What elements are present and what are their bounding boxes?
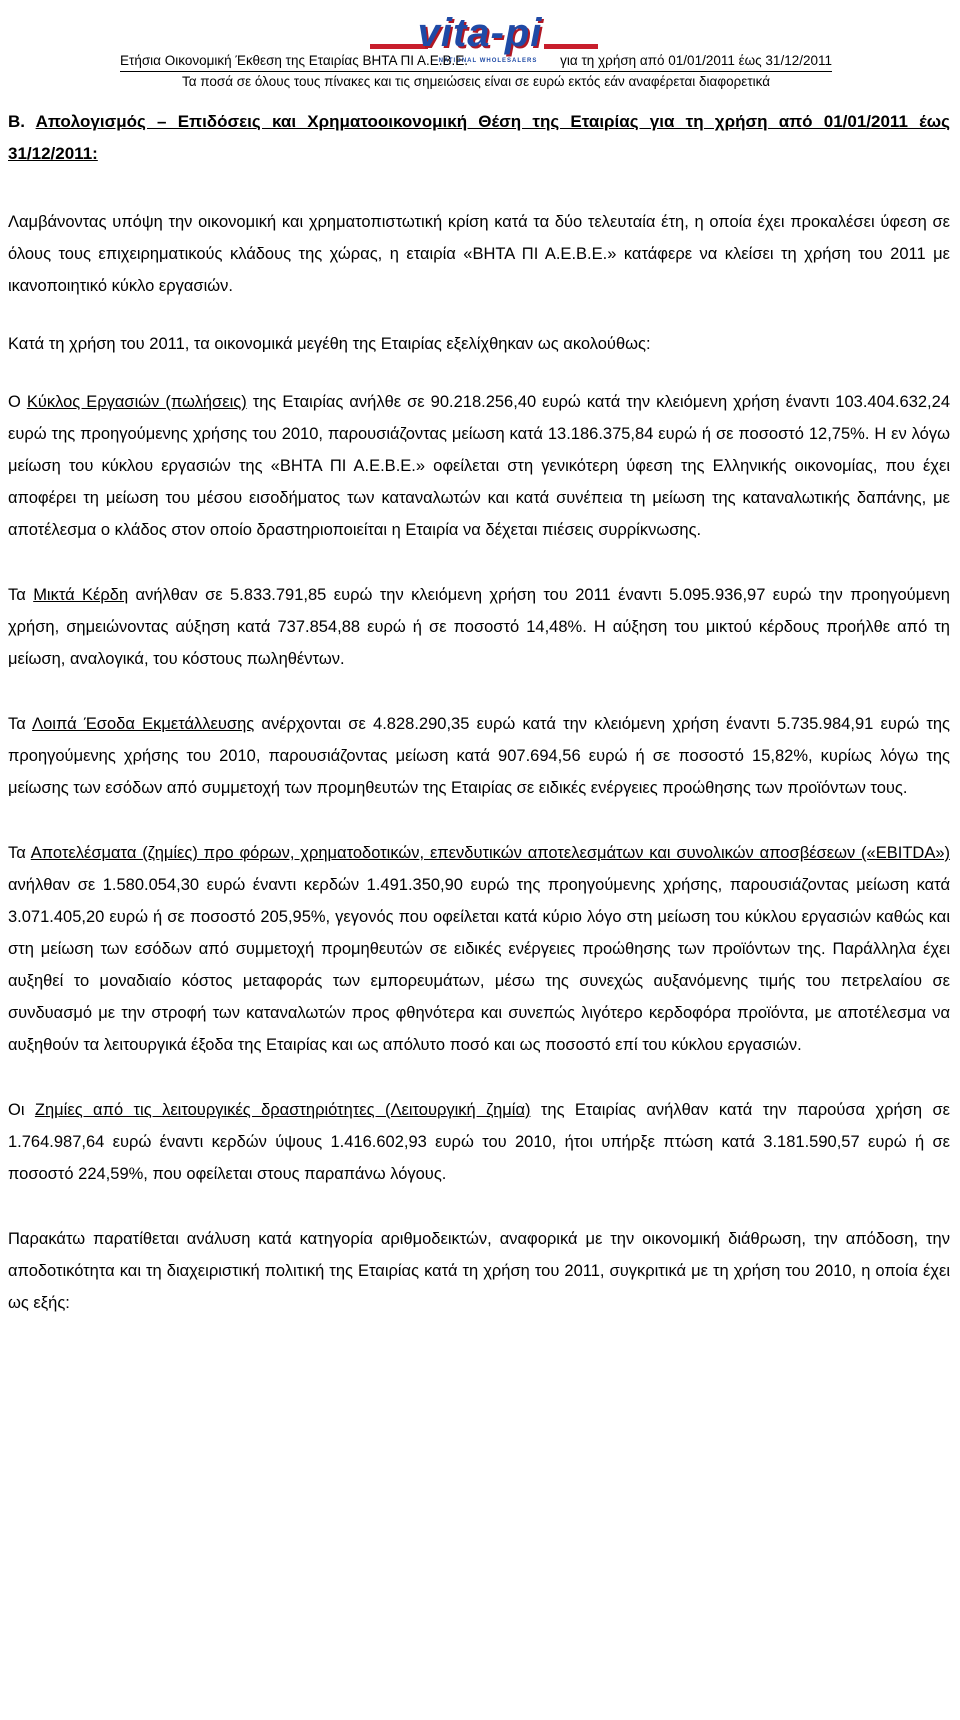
text-fragment: ανέρχονται σε 4.828.290,35 ευρώ κατά την κλειόμενη χρήση έναντι 5.735.984,91 ευρώ της προηγούμενης χρήσης του 2010, παρουσιάζοντας μείωση κατά 907.694,56 ευρώ ή σε ποσοστό 15,82%, κυρίως λόγω της μείωσης των εσόδων από συμμετοχή των προμηθευτών της Εταιρίας σε ειδικές ενέργειες προώθησης των προϊόντων τους. bbox=[8, 715, 951, 797]
paragraph-ratios-intro: Παρακάτω παρατίθεται ανάλυση κατά κατηγορία αριθμοδεικτών, αναφορικά με την οικονομική διάθρωση, την απόδοση, την αποδοτικότητα και τη διαχειριστική πολιτική της Εταιρίας κατά τη χρήση του 2011, συγκριτικά με τη χρήση του 2010, η οποία έχει ως εξής: bbox=[8, 1230, 950, 1312]
text-fragment: Ο bbox=[8, 393, 27, 411]
document-body bbox=[8, 106, 950, 1319]
text-fragment: Τα bbox=[8, 715, 33, 733]
paragraph-ebitda bbox=[8, 837, 950, 1061]
text-fragment: ανήλθαν σε 5.833.791,85 ευρώ την κλειόμενη χρήση του 2011 έναντι 5.095.936,97 ευρώ την προηγούμενη χρήση, σημειώνοντας αύξηση κατά 737.854,88 ευρώ ή σε ποσοστό 14,48%. Η αύξηση του μικτού κέρδους προήλθε από τη μείωση, αναλογικά, του κόστους πωληθέντων. bbox=[8, 586, 950, 668]
report-period: για τη χρήση από 01/01/2011 έως 31/12/2011 bbox=[560, 53, 832, 68]
term-gross-profit: Μικτά Κέρδη bbox=[33, 586, 129, 604]
section-label: Β. bbox=[8, 112, 25, 131]
page-header bbox=[0, 0, 960, 96]
term-other-income: Λοιπά Έσοδα Εκμετάλλευσης bbox=[32, 715, 255, 733]
section-title: Απολογισμός – Επιδόσεις και Χρηματοοικονομική Θέση της Εταιρίας για τη χρήση από 01/01/2011 έως 31/12/2011: bbox=[8, 112, 950, 163]
paragraph-gross-profit bbox=[8, 579, 950, 675]
term-operating-loss: Ζημίες από τις λειτουργικές δραστηριότητες (Λειτουργική ζημία) bbox=[34, 1101, 531, 1119]
text-fragment: της Εταιρίας ανήλθαν κατά την παρούσα χρήση σε 1.764.987,64 ευρώ έναντι κερδών ύψους 1.416.602,93 ευρώ του 2010, ήτοι υπήρξε πτώση κατά 3.181.590,57 ευρώ ή σε ποσοστό 224,59%, που οφείλεται στους παραπάνω λόγους. bbox=[8, 1101, 950, 1183]
text-fragment: Τα bbox=[8, 586, 34, 604]
paragraph-turnover bbox=[8, 386, 950, 546]
logo-subtext: NATIONAL WHOLESALERS bbox=[438, 58, 538, 64]
header-divider bbox=[120, 71, 832, 72]
paragraph-intro: Λαμβάνοντας υπόψη την οικονομική και χρηματοπιστωτική κρίση κατά τα δύο τελευταία έτη, η οποία έχει προκαλέσει ύφεση σε όλους τους επιχειρηματικούς κλάδους της χώρας, η εταιρία «ΒΗΤΑ ΠΙ Α.Ε.Β.Ε.» κατάφερε να κλείσει τη χρήση του 2011 με ικανοποιητικό κύκλο εργασιών. bbox=[8, 213, 950, 295]
text-fragment: της Εταιρίας ανήλθε σε 90.218.256,40 ευρώ κατά την κλειόμενη χρήση έναντι 103.404.632,24 ευρώ της προηγούμενης χρήσης του 2010, παρουσιάζοντας μείωση κατά 13.186.375,84 ευρώ ή σε ποσοστό 12,75%. Η εν λόγω μείωση του κύκλου εργασιών της «ΒΗΤΑ ΠΙ Α.Ε.Β.Ε.» οφείλεται στη γενικότερη ύφεση της Ελληνικής οικονομίας, που έχει αποφέρει τη μείωση του μέσου εισοδήματος των καταναλωτών και κατά συνέπεια τη μείωση της καταναλωτικής δαπάνης, με αποτέλεσμα ο κλάδος στον οποίο δραστηριοποιείται η Εταιρία να δέχεται πιέσεις συρρίκνωσης. bbox=[8, 393, 950, 539]
paragraph-summary: Κατά τη χρήση του 2011, τα οικονομικά μεγέθη της Εταιρίας εξελίχθηκαν ως ακολούθως: bbox=[8, 335, 651, 353]
text-fragment: Τα bbox=[8, 844, 31, 862]
section-heading bbox=[8, 106, 950, 170]
logo-text: vita-pi bbox=[417, 11, 543, 55]
paragraph-other-income bbox=[8, 708, 950, 804]
currency-note: Τα ποσά σε όλους τους πίνακες και τις σημειώσεις είναι σε ευρώ εκτός εάν αναφέρεται διαφορετικά bbox=[181, 74, 771, 89]
text-fragment: ανήλθαν σε 1.580.054,30 ευρώ έναντι κερδών 1.491.350,90 ευρώ της προηγούμενης χρήσης, παρουσιάζοντας μείωση κατά 3.071.405,20 ευρώ ή σε ποσοστό 205,95%, γεγονός που οφείλεται κατά κύριο λόγο στη μείωση του κύκλου εργασιών καθώς και στη μείωση των εσόδων από συμμετοχή προμηθευτών σε ειδικές ενέργειες προώθησης των προϊόντων της. Παράλληλα έχει αυξηθεί το μοναδιαίο κόστος μεταφοράς των εμπορευμάτων, μέσω της συνεχώς αυξανόμενης τιμής του πετρελαίου σε συνδυασμό με την στροφή των καταναλωτών προς φθηνότερα και συνεπώς λιγότερο κερδοφόρα προϊόντα, με αποτέλεσμα να αυξηθούν τα λειτουργικά έξοδα της Εταιρίας και ως απόλυτο ποσό και ως ποσοστό επί του κύκλου εργασιών. bbox=[8, 876, 950, 1054]
text-fragment: Οι bbox=[8, 1101, 35, 1119]
report-title: Ετήσια Οικονομική Έκθεση της Εταιρίας ΒΗΤΑ ΠΙ Α.Ε.Β.Ε. bbox=[120, 53, 468, 68]
term-turnover: Κύκλος Εργασιών (πωλήσεις) bbox=[26, 393, 247, 411]
paragraph-operating-loss bbox=[8, 1094, 950, 1190]
company-logo bbox=[356, 11, 604, 64]
term-ebitda: Αποτελέσματα (ζημίες) προ φόρων, χρηματοδοτικών, επενδυτικών αποτελεσμάτων και συνολικών αποσβέσεων («EBITDA») bbox=[30, 844, 950, 862]
